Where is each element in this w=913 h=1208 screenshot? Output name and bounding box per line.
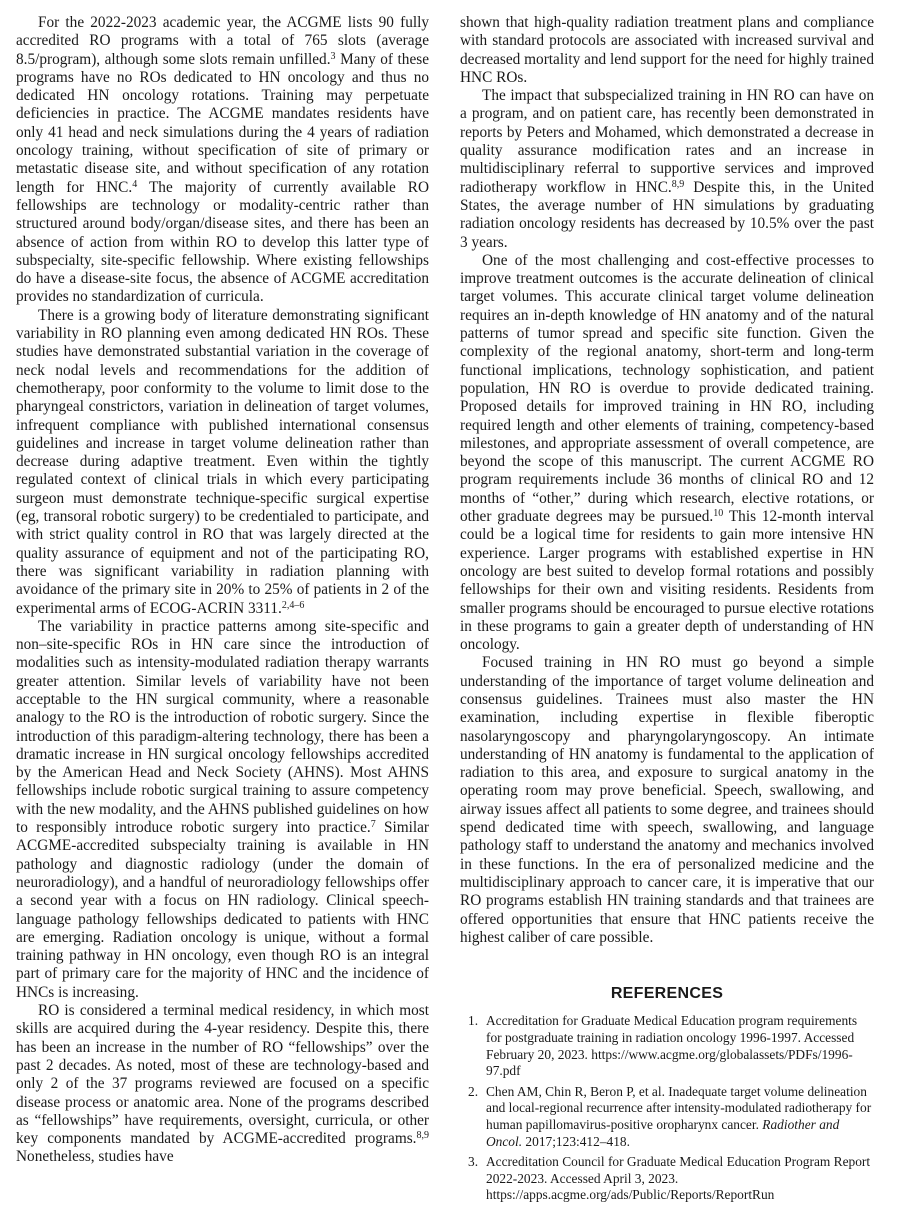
paragraph: The variability in practice patterns among site-specific and non–site-specific ROs in HN care since the introduction of modalities such as intensity-modulated radiation therapy warrants greater attention. Similar levels of variability have not been acceptable to the HN surgical community, where a reasonable analogy to the RO is the introduction of robotic surgery. Since the introduction of this paradigm-altering technology, there has been a dramatic increase in HN surgical oncology fellowships accredited by the American Head and Neck Society (AHNS). Most AHNS fellowships include robotic surgical training to assure competency with the new modality, and the AHNS published guidelines on how to responsibly introduce robotic surgery into practice.$^7$ Similar ACGME-accredited subspecialty training is available in HN pathology and diagnostic radiology (under the domain of neuroradiology), and a handful of neuroradiology fellowships offer a second year with a focus on HN radiology. Clinical speech-language pathology fellowships dedicated to patients with HNC are emerging. Radiation oncology is unique, without a formal training pathway in HN oncology, even though RO is an integral part of primary care for the majority of HNC and the incidence of HNCs is increasing. [16, 617, 429, 1001]
reference-item: 3. Accreditation Council for Graduate Medical Education Program Report 2022-2023. Accessed April 3, 2023. https://apps.acgme.org/ads/Public/Reports/ReportRun [468, 1154, 871, 1203]
reference-item: 2. Chen AM, Chin R, Beron P, et al. Inadequate target volume delineation and local-regional recurrence after intensity-modulated radiotherapy for human papillomavirus-positive oropharynx cancer. Radiother and Oncol. 2017;123:412–418. [468, 1083, 872, 1149]
reference-number: 2. [468, 1083, 479, 1099]
citation: 8,9 [416, 1130, 429, 1142]
citation: 8,9 [671, 178, 685, 190]
paragraph: For the 2022-2023 academic year, the ACGME lists 90 fully accredited RO programs with a total of 765 slots (average 8.5/program), although some slots remain unfilled.$^3$ Many of these programs have no ROs dedicated to HN oncology and thus no dedicated HN oncology rotations. Training may perpetuate deficiencies in practice. The ACGME mandates residents have only 41 head and neck simulations during the 4 years of radiation oncology training, without specification of site of primary or metastatic disease site, and without specification of any rotation length for HNC.$^4$ The majority of currently available RO fellowships are technology or modality-centric rather than structured around body/organ/disease sites, and there has been an absence of action from within RO to develop this latter type of subspecialty, site-specific fellowship. Where existing fellowships do have a disease-site focus, the absence of ACGME accreditation provides no standardization of curricula. [16, 14, 429, 306]
left-column [16, 14, 429, 1167]
paragraph: Focused training in HN RO must go beyond a simple understanding of the importance of target volume delineation and consensus guidelines. Trainees must also master the HN examination, including expertise in flexible fiberoptic nasolaryngoscopy and pharyngolaryngoscopy. An intimate understanding of HN anatomy is fundamental to the application of radiation to this area, and exposure to surgical anatomy in the operating room may prove beneficial. Speech, swallowing, and airway issues affect all patients to some degree, and trainees should spend dedicated time with speech, swallowing, and language pathology staff to understand the anatomy and mechanics involved in these functions. In the era of personalized medicine and the multidisciplinary approach to cancer care, it is imperative that our RO programs establish HN training standards and that trainees are offered opportunities that ensure that HNC patients receive the highest caliber of care possible. [460, 654, 874, 946]
citation: 2,4–6 [281, 599, 305, 611]
paragraph: The impact that subspecialized training in HN RO can have on a program, and on patient care, has recently been demonstrated in reports by Peters and Mohamed, which demonstrated a decrease in quality assurance modification rates and an increase in multidisciplinary referral to supportive services and improved radiotherapy workflow in HNC.$^{8,9}$ Despite this, in the United States, the average number of HN simulations by graduating radiation oncology residents has decreased by 10.5% over the past 3 years. [460, 87, 874, 251]
citation: 3 [330, 50, 336, 62]
reference-number: 1. [468, 1013, 479, 1029]
reference-number: 3. [468, 1154, 479, 1170]
journal-title: Radiother and Oncol. [486, 1117, 840, 1149]
paragraph: RO is considered a terminal medical residency, in which most skills are acquired during the 4-year residency. Despite this, there has been an increase in the number of RO “fellowships” over the past 2 decades. As noted, most of these are technology-based and only 2 of the 37 programs reviewed are focused on a specific disease process or anatomic area. None of the programs described as “fellowships” have requirements, oversight, curricula, or other key components mandated by ACGME-accredited programs.$^{8,9}$ Nonetheless, studies have [16, 1002, 429, 1166]
paragraph: shown that high-quality radiation treatment plans and compliance with standard protocols are associated with increased survival and decreased mortality and lend support for the need for highly trained HNC ROs. [460, 14, 874, 86]
paragraph: One of the most challenging and cost-effective processes to improve treatment outcomes is the accurate delineation of clinical target volumes. This accurate clinical target volume delineation requires an in-depth knowledge of HN anatomy and of the natural patterns of tumor spread and specific site function. Given the complexity of the regional anatomy, short-term and long-term functional implications, technology sophistication, and patient population, HN RO is overdue to provide dedicated training. Proposed details for improved training in HN RO, including required length and other elements of training, competency-based milestones, and appropriate assessment of overall competence, are beyond the scope of this manuscript. The current ACGME RO program requirements include 36 months of clinical RO and 12 months of “other,” during which research, elective rotations, or other graduate degrees may be pursued.$^{10}$ This 12-month interval could be a logical time for residents to gain more intensive HN experience. Larger programs with established expertise in HN oncology are best suited to develop formal rotations and possibly fellowships for their own and visiting residents. Residents from smaller programs should be encouraged to pursue elective rotations in these programs to gain a greater depth of understanding of HN oncology. [460, 251, 874, 654]
citation: 4 [132, 178, 138, 190]
references-heading: REFERENCES [610, 985, 724, 1003]
reference-list [460, 1013, 874, 1204]
right-column [460, 14, 874, 1208]
reference-item: 1. Accreditation for Graduate Medical Education program requirements for postgraduate training in radiation oncology 1996-1997. Accessed February 20, 2023. https://www.acgme.org/globalassets/PDFs/1996-97.pdf [468, 1013, 858, 1079]
citation: 10 [713, 508, 724, 520]
paragraph: There is a growing body of literature demonstrating significant variability in RO planning even among dedicated HN ROs. These studies have demonstrated substantial variation in the coverage of neck nodal levels and recommendations for the addition of chemotherapy, poor conformity to the volume to limit dose to the pharyngeal constrictors, variation in delineation of target volumes, infrequent compliance with published international consensus guidelines and increase in target volume delineation rather than decrease during adaptive treatment. Even within the tightly regulated context of clinical trials in which every participating surgeon must demonstrate technique-specific surgical expertise (eg, transoral robotic surgery) to be credentialed to participate, and with strict quality control in RO that was largely directed at the quality assurance of equipment and not of the participating RO, there was significant variability in radiation planning with avoidance of the primary site in 20% to 25% of patients in 2 of the experimental arms of ECOG-ACRIN 3311.$^{2,4-6}$ [16, 306, 429, 617]
citation: 7 [370, 819, 376, 831]
